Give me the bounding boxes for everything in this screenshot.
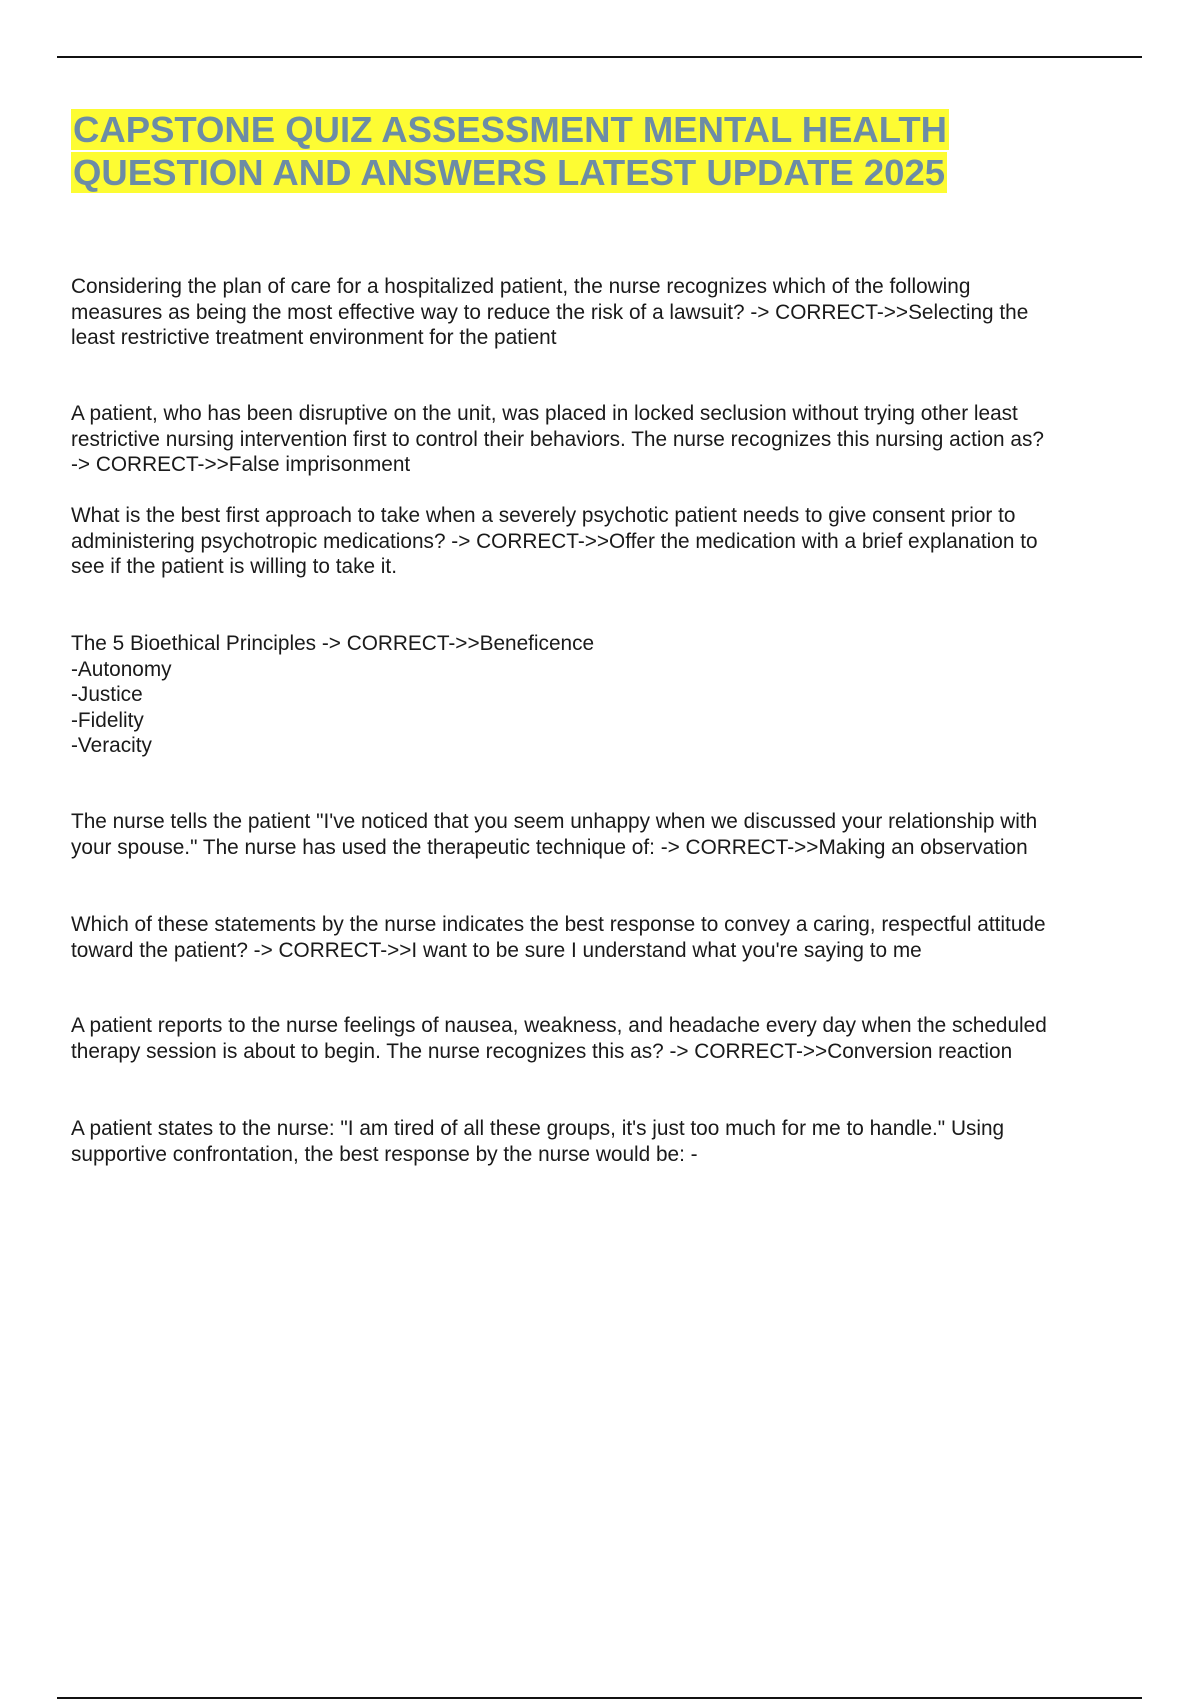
title-line-2: QUESTION AND ANSWERS LATEST UPDATE 2025	[73, 152, 946, 193]
qa-item-lawsuit-risk: Considering the plan of care for a hospitalized patient, the nurse recognizes which of the following measures as being the most effective way to reduce the risk of a lawsuit? -> CORRECT->>Selecting the least restrictive treatment environment for the patient	[71, 275, 1029, 349]
footer-rule	[57, 1697, 1142, 1699]
qa-item-bioethical-principles: The 5 Bioethical Principles -> CORRECT->>Beneficence -Autonomy -Justice -Fidelity -Veracity	[71, 632, 595, 757]
qa-item-locked-seclusion: A patient, who has been disruptive on the unit, was placed in locked seclusion without trying other least restrictive nursing intervention first to control their behaviors. The nurse recognizes this nursing action as? -> CORRECT->>False imprisonment	[71, 402, 1044, 476]
qa-item-supportive-confrontation: A patient states to the nurse: "I am tired of all these groups, it's just too much for me to handle." Using supportive confrontation, the best response by the nurse would be: -	[71, 1117, 1005, 1166]
qa-item-therapeutic-technique: The nurse tells the patient "I've noticed that you seem unhappy when we discussed your relationship with your spouse." The nurse has used the therapeutic technique of: -> CORRECT->>Making an observation	[71, 810, 1038, 859]
qa-item-caring-response: Which of these statements by the nurse indicates the best response to convey a caring, respectful attitude toward the patient? -> CORRECT->>I want to be sure I understand what you're saying to me	[71, 913, 1046, 962]
title-line-1: CAPSTONE QUIZ ASSESSMENT MENTAL HEALTH	[73, 109, 948, 150]
qa-item-psychotropic-consent: What is the best first approach to take when a severely psychotic patient needs to give consent prior to administering psychotropic medications? -> CORRECT->>Offer the medication with a brief explanation to see if the patient is willing to take it.	[71, 504, 1038, 578]
qa-item-conversion-reaction: A patient reports to the nurse feelings of nausea, weakness, and headache every day when the scheduled therapy session is about to begin. The nurse recognizes this as? -> CORRECT->>Conversion reaction	[71, 1014, 1047, 1063]
header-rule	[57, 56, 1142, 58]
document-title	[71, 108, 949, 194]
